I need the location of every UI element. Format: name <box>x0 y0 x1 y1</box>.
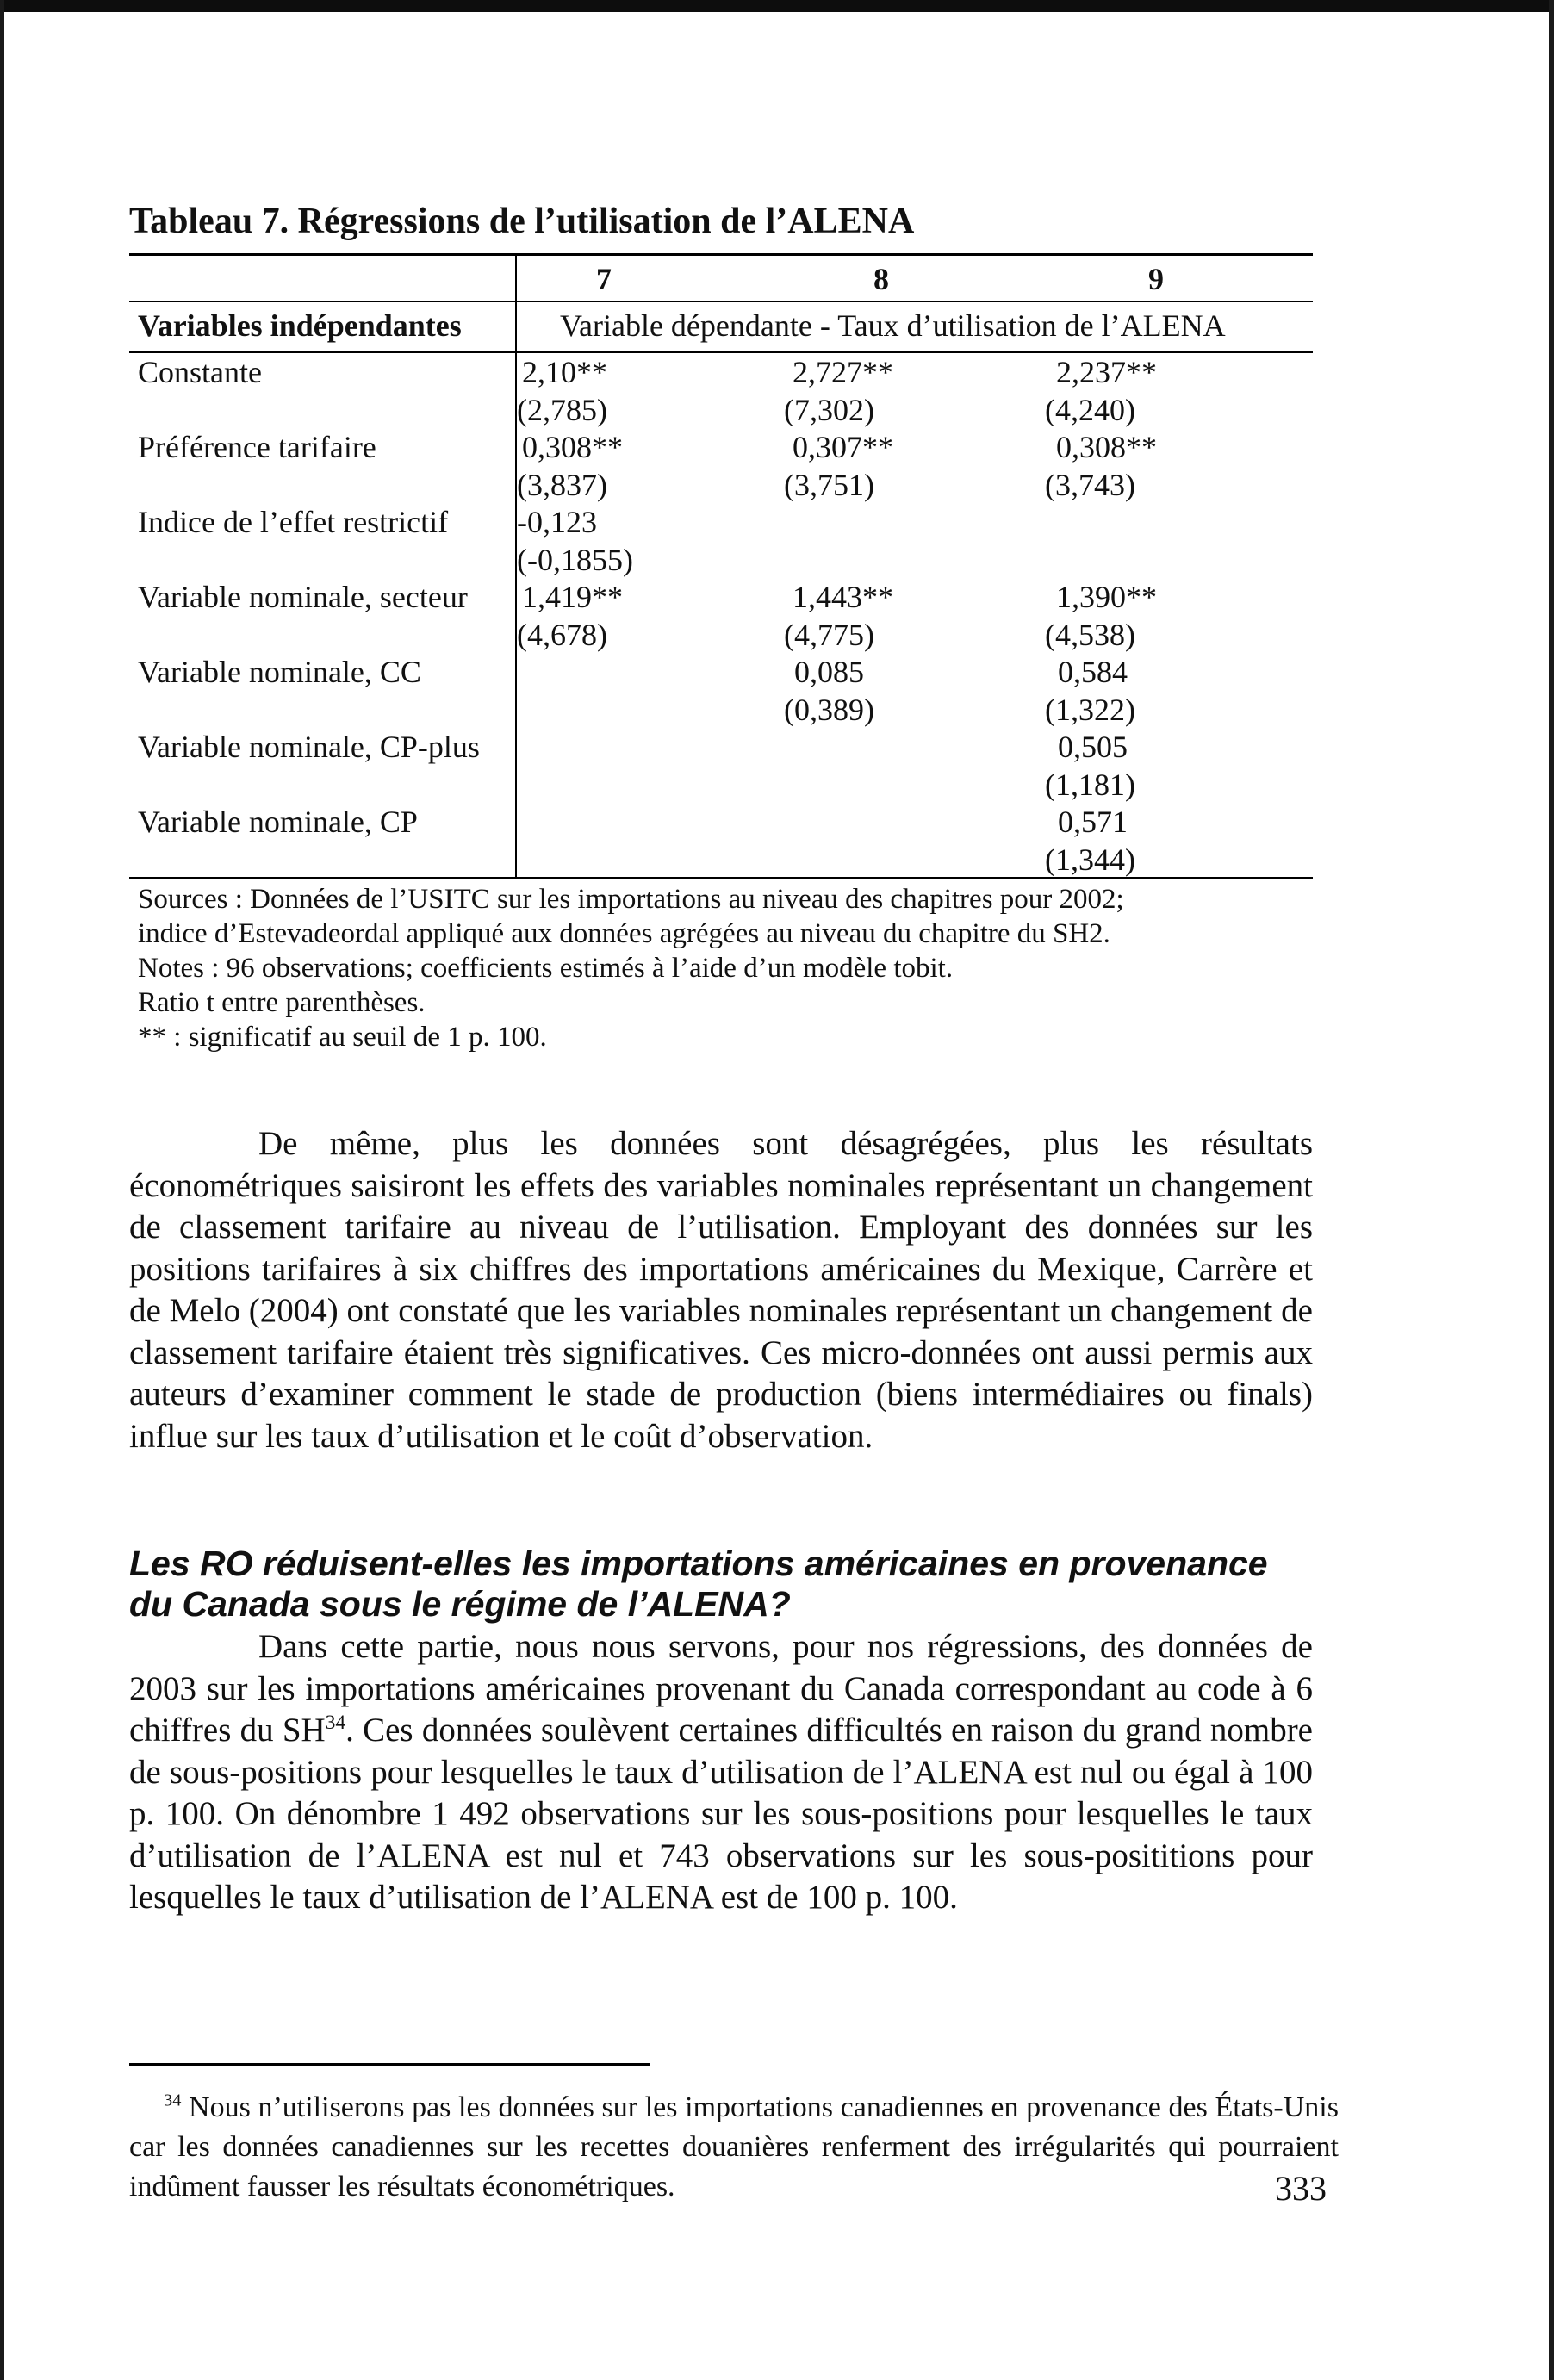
table-cell: 0,584 <box>1058 655 1128 689</box>
table-cell: (7,302) <box>784 393 874 427</box>
row-label-preference-tarifaire: Préférence tarifaire <box>138 430 376 464</box>
table-cell: 1,443** <box>793 580 893 614</box>
table-cell: 2,10** <box>522 355 607 389</box>
note-ratio-t: Ratio t entre parenthèses. <box>138 987 426 1018</box>
note-significance: ** : significatif au seuil de 1 p. 100. <box>138 1022 547 1053</box>
footnote-separator <box>129 2063 650 2066</box>
table-cell: 1,390** <box>1056 580 1157 614</box>
paragraph-us-imports <box>129 1626 1313 1919</box>
table-cell: (3,751) <box>784 468 874 502</box>
column-number-7: 7 <box>596 262 612 296</box>
section-heading-line1: Les RO réduisent-elles les importations américaines en provenance <box>129 1544 1268 1583</box>
row-label-variable-nominale-secteur: Variable nominale, secteur <box>138 580 468 614</box>
page-number: 333 <box>1275 2169 1327 2208</box>
paragraph-text-start: Dans cette partie, nous nous servons, pour nos régressions, des données de 2003 sur les importations américaines provenant du Canada correspondant au code à 6 chiffres du SH <box>129 1628 1313 1749</box>
row-label-constante: Constante <box>138 355 262 389</box>
table-cell: (1,322) <box>1045 693 1135 727</box>
note-sources-line2: indice d’Estevadeordal appliqué aux données agrégées au niveau du chapitre du SH2. <box>138 918 1110 949</box>
table-cell: 0,308** <box>1056 430 1157 464</box>
table-title: Tableau 7. Régressions de l’utilisation de l’ALENA <box>129 202 915 241</box>
scan-border-right <box>1549 0 1554 2380</box>
row-label-variable-nominale-cp: Variable nominale, CP <box>138 805 418 839</box>
section-heading <box>129 1544 1335 1625</box>
table-cell: (3,743) <box>1045 468 1135 502</box>
footnote-ref-34[interactable]: 34 <box>325 1712 346 1734</box>
column-number-8: 8 <box>873 262 889 296</box>
stub-header: Variables indépendantes <box>138 308 462 343</box>
table-cell: (1,181) <box>1045 767 1135 802</box>
table-cell: 0,085 <box>794 655 864 689</box>
paragraph-text <box>129 1626 1313 1919</box>
footnote-number: 34 <box>164 2091 182 2110</box>
table-cell: (4,775) <box>784 618 874 652</box>
table-cell: -0,123 <box>517 505 597 539</box>
table-cell: 0,571 <box>1058 805 1128 839</box>
table-cell: (4,538) <box>1045 618 1135 652</box>
table-cell: 0,307** <box>793 430 893 464</box>
table-cell: 0,505 <box>1058 730 1128 764</box>
footnote-text: Nous n’utiliserons pas les données sur les importations canadiennes en provenance des États-Unis car les données canadiennes sur les recettes douanières renferment des irrégularités qui pourraient indûment fausser les résultats économétriques. <box>129 2091 1339 2203</box>
table-cell: 2,237** <box>1056 355 1157 389</box>
scan-border-top <box>0 0 1554 12</box>
row-label-variable-nominale-cp-plus: Variable nominale, CP-plus <box>138 730 480 764</box>
row-label-indice-effet-restrictif: Indice de l’effet restrictif <box>138 505 449 539</box>
table-cell: (2,785) <box>517 393 607 427</box>
table-cell: 1,419** <box>522 580 623 614</box>
table-cell: (1,344) <box>1045 842 1135 877</box>
table-cell: 0,308** <box>522 430 623 464</box>
note-sources-line1: Sources : Données de l’USITC sur les importations au niveau des chapitres pour 2002; <box>138 884 1124 915</box>
table-cell: (3,837) <box>517 468 607 502</box>
table-header-rule <box>129 301 1313 302</box>
table-cell: (4,240) <box>1045 393 1135 427</box>
table-notes <box>138 882 1327 1054</box>
table-top-rule <box>129 253 1313 256</box>
table-cell: (4,678) <box>517 618 607 652</box>
paragraph-text: De même, plus les données sont désagrégées, plus les résultats économétriques saisiront les effets des variables nominales représentant un changement de classement tarifaire au niveau de l’utilisation. Employant des données sur les positions tarifaires à six chiffres des importations américaines du Mexique, Carrère et de Melo (2004) ont constaté que les variables nominales représentant un changement de classement tarifaire étaient très significatives. Ces micro-données ont aussi permis aux auteurs d’examiner comment le stade de production (biens intermédiaires ou finals) influe sur les taux d’utilisation et le coût d’observation. <box>129 1125 1313 1455</box>
table-cell: (0,389) <box>784 693 874 727</box>
footnote-34 <box>129 2088 1339 2207</box>
paragraph-text-end: . Ces données soulèvent certaines difficultés en raison du grand nombre de sous-positions pour lesquelles le taux d’utilisation de l’ALENA est nul ou égal à 100 p. 100. On dénombre 1 492 observations sur les sous-positions pour lesquelles le taux d’utilisation de l’ALENA est nul et 743 observations sur les sous-posititions pour lesquelles le taux d’utilisation de l’ALENA est de 100 p. 100. <box>129 1712 1313 1916</box>
section-heading-line2: du Canada sous le régime de l’ALENA? <box>129 1584 791 1624</box>
note-observations: Notes : 96 observations; coefficients estimés à l’aide d’un modèle tobit. <box>138 953 954 984</box>
paragraph-disaggregation <box>129 1123 1313 1457</box>
scan-border-left <box>0 0 4 2380</box>
dependent-variable-header: Variable dépendante - Taux d’utilisation de l’ALENA <box>560 308 1226 343</box>
row-label-variable-nominale-cc: Variable nominale, CC <box>138 655 421 689</box>
column-number-9: 9 <box>1148 262 1164 296</box>
table-cell: (-0,1855) <box>517 543 633 577</box>
table-cell: 2,727** <box>793 355 893 389</box>
